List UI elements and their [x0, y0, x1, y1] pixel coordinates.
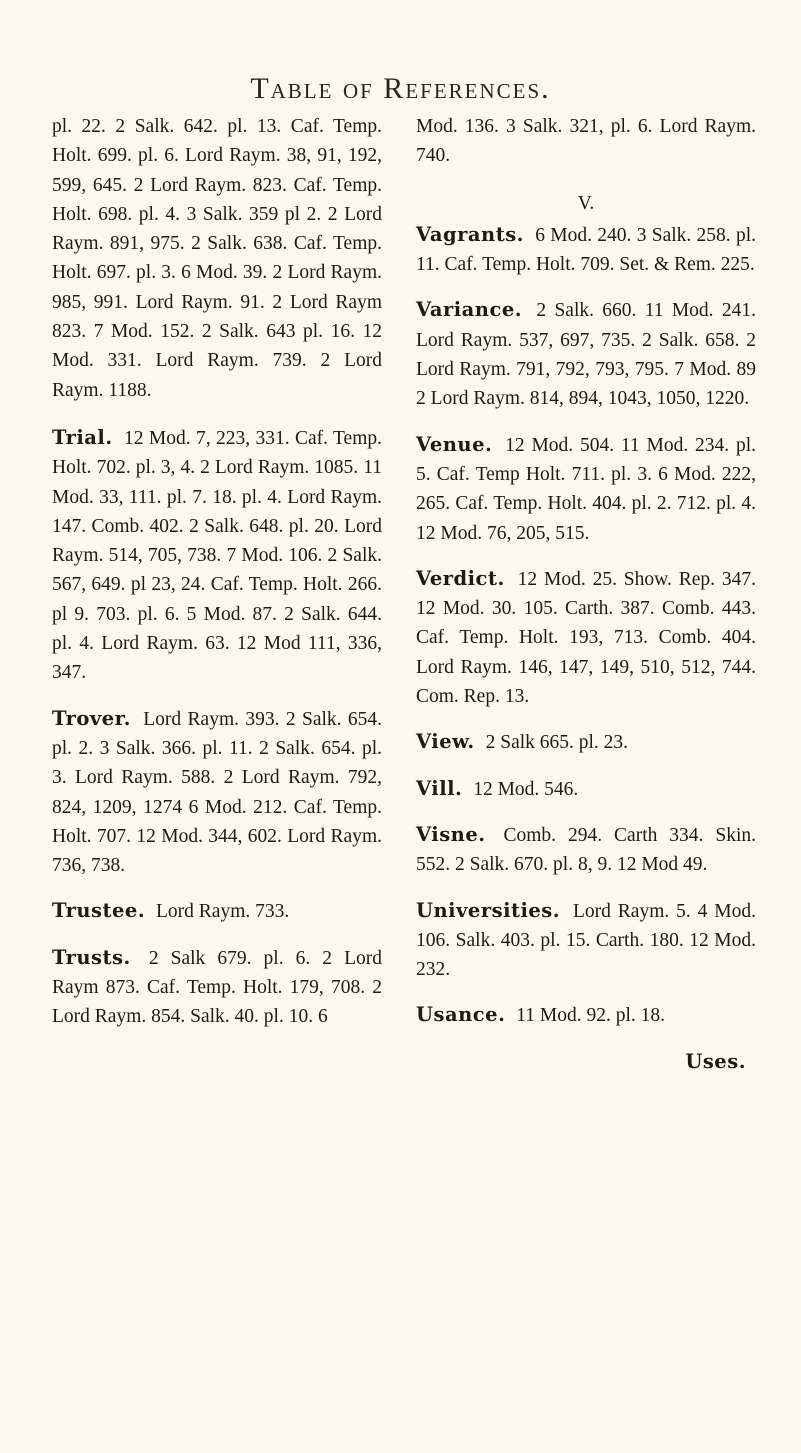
entry-text: 2 Salk 679. pl. 6. 2 Lord Raym 873. Caf. Temp. Holt. 179, 708. 2 Lord Raym. 854. Salk. 40. pl. 10. 6: [52, 947, 382, 1028]
entry-headword: Trial.: [52, 425, 113, 449]
list-item: [52, 112, 382, 405]
entry-text: Lord Raym. 5. 4 Mod. 106. Salk. 403. pl. 15. Carth. 180. 12 Mod. 232.: [416, 900, 757, 981]
list-item: [416, 774, 756, 804]
entry-headword: Venue.: [416, 432, 493, 456]
entry-headword: Vagrants.: [416, 222, 524, 246]
list-item: [52, 896, 382, 926]
entry-text: 2 Salk 665. pl. 23.: [485, 732, 629, 754]
list-item: [416, 820, 756, 880]
entry-text: 11 Mod. 92. pl. 18.: [516, 1005, 666, 1027]
section-letter: V.: [577, 192, 595, 214]
entry-headword: Verdict.: [416, 566, 505, 590]
list-item: [416, 564, 756, 711]
catchword: Uses.: [685, 1049, 746, 1073]
entry-headword: Trusts.: [52, 945, 131, 969]
entry-text: pl. 22. 2 Salk. 642. pl. 13. Caf. Temp. Holt. 699. pl. 6. Lord Raym. 38, 91, 192, 599, 645. 2 Lord Raym. 823. Caf. Temp. Holt. 698. pl. 4. 3 Salk. 359 pl 2. 2 Lord Raym. 891, 975. 2 Salk. 638. Caf. Temp. Holt. 697. pl. 3. 6 Mod. 39. 2 Lord Raym. 985, 991. Lord Raym. 91. 2 Lord Raym 823. 7 Mod. 152. 2 Salk. 643 pl. 16. 12 Mod. 331. Lord Raym. 739. 2 Lord Raym. 1188.: [52, 116, 382, 401]
entry-headword: Trover.: [52, 706, 131, 730]
list-item: [52, 423, 382, 688]
list-item: [416, 727, 756, 757]
entry-text: 2 Salk. 660. 11 Mod. 241. Lord Raym. 537, 697, 735. 2 Salk. 658. 2 Lord Raym. 791, 792, 793, 795. 7 Mod. 89 2 Lord Raym. 814, 894, 1043, 1050, 1220.: [416, 300, 756, 410]
entry-text: Lord Raym. 733.: [156, 901, 290, 923]
entry-headword: Trustee.: [52, 899, 146, 923]
entry-text: 6 Mod. 240. 3 Salk. 258. pl. 11. Caf. Temp. Holt. 709. Set. & Rem. 225.: [416, 224, 756, 276]
list-item: [416, 112, 756, 171]
right-column: [416, 112, 756, 1076]
entry-text: 12 Mod. 7, 223, 331. Caf. Temp. Holt. 702. pl. 3, 4. 2 Lord Raym. 1085. 11 Mod. 33, 111. pl. 7. 18. pl. 4. Lord Raym. 147. Comb. 402. 2 Salk. 648. pl. 20. Lord Raym. 514, 705, 738. 7 Mod. 106. 2 Salk. 567, 649. pl 23, 24. Caf. Temp. Holt. 266. pl 9. 703. pl. 6. 5 Mod. 87. 2 Salk. 644. pl. 4. Lord Raym. 63. 12 Mod 111, 336, 347.: [52, 427, 382, 684]
list-item: [416, 220, 756, 280]
entry-headword: View.: [416, 730, 475, 754]
entry-text: Comb. 294. Carth 334. Skin. 552. 2 Salk. 670. pl. 8, 9. 12 Mod 49.: [416, 824, 756, 876]
entry-headword: Variance.: [416, 298, 523, 322]
entry-headword: Visne.: [416, 822, 486, 846]
entry-headword: Vill.: [416, 776, 463, 800]
list-item: [416, 430, 756, 548]
entry-text: Mod. 136. 3 Salk. 321, pl. 6. Lord Raym. 740.: [416, 116, 756, 167]
entry-headword: Usance.: [416, 1003, 506, 1027]
entry-text: 12 Mod. 504. 11 Mod. 234. pl. 5. Caf. Temp Holt. 711. pl. 3. 6 Mod. 222, 265. Caf. Temp. Holt. 404. pl. 2. 712. pl. 4. 12 Mod. 76, 205, 515.: [416, 434, 757, 544]
list-item: [416, 1000, 756, 1030]
entry-text: 12 Mod. 25. Show. Rep. 347. 12 Mod. 30. 105. Carth. 387. Comb. 443. Caf. Temp. Holt. 193, 713. Comb. 404. Lord Raym. 146, 147, 149, 510, 512, 744. Com. Rep. 13.: [416, 568, 756, 708]
list-item: [416, 896, 756, 985]
entry-text: 12 Mod. 546.: [473, 778, 579, 800]
page-title: Table of References.: [250, 72, 551, 105]
entry-text: Lord Raym. 393. 2 Salk. 654. pl. 2. 3 Salk. 366. pl. 11. 2 Salk. 654. pl. 3. Lord Raym. 588. 2 Lord Raym. 792, 824, 1209, 1274 6 Mod. 212. Caf. Temp. Holt. 707. 12 Mod. 344, 602. Lord Raym. 736, 738.: [52, 708, 383, 877]
list-item: [52, 704, 382, 881]
list-item: [52, 943, 382, 1032]
entry-headword: Universities.: [416, 898, 561, 922]
list-item: [416, 295, 756, 413]
left-column: [52, 112, 382, 1048]
